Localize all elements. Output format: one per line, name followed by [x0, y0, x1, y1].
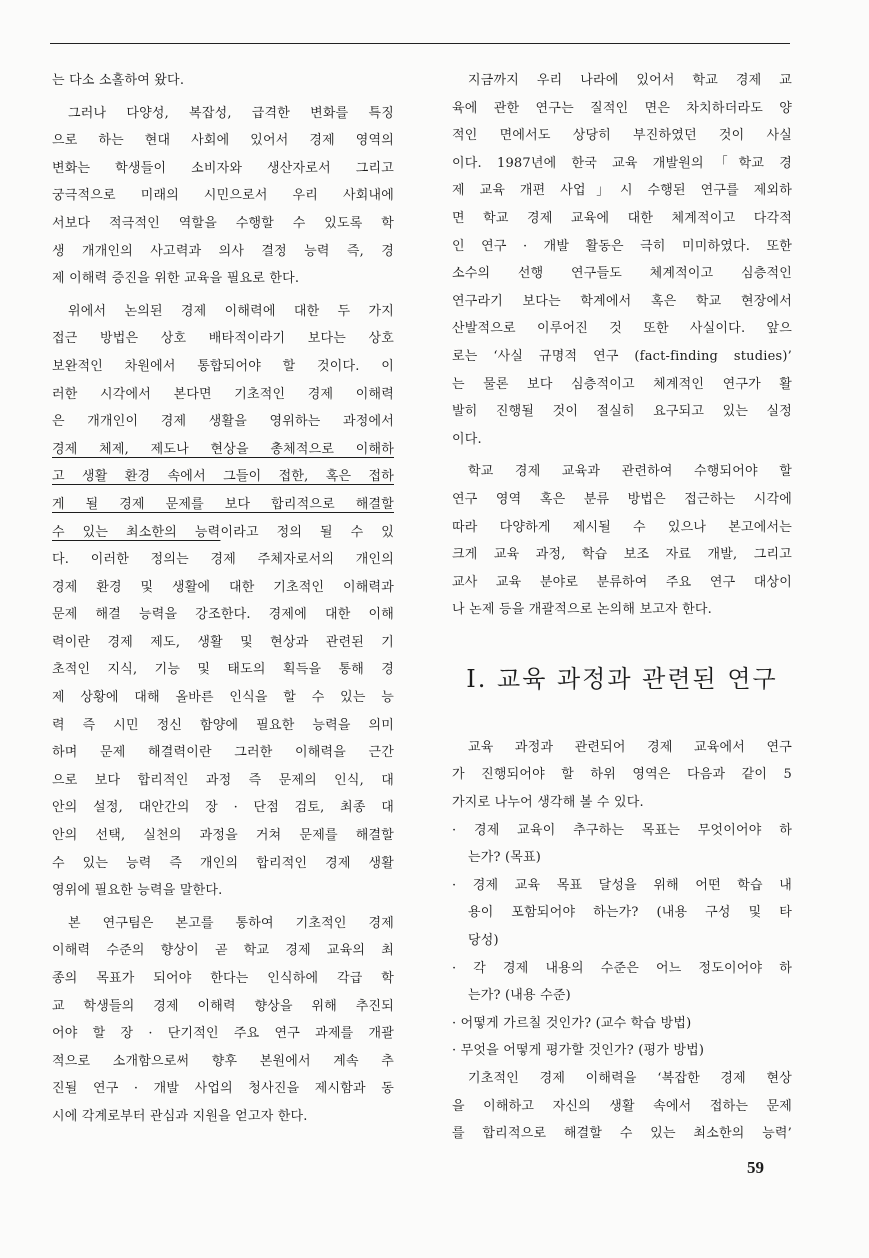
text-line: 제 이해력 증진을 위한 교육을 필요로 한다.	[52, 271, 300, 287]
text-line: 러한 시각에서 본다면 기초적인 경제 이해력	[52, 386, 394, 402]
list-item-first-line: · 각 경제 내용의 수준은 어느 정도이어야 하	[452, 960, 792, 976]
text-line: 는 다소 소홀하여 왔다.	[52, 73, 185, 88]
left-column	[52, 67, 394, 1131]
text-line: 제 상황에 대해 올바른 인식을 할 수 있는 능	[52, 690, 394, 706]
text-line: 가 진행되어야 할 하위 영역은 다음과 같이 5	[452, 767, 792, 783]
text-line: 육에 관한 연구는 질적인 면은 차치하더라도 양	[452, 100, 792, 116]
text-line: 가지로 나누어 생각해 볼 수 있다.	[452, 795, 644, 811]
text-line: 경제 체제, 제도나 현상을 총체적으로 이해하	[52, 441, 394, 457]
list-item-first-line: · 어떻게 가르칠 것인가? (교수 학습 방법)	[452, 1015, 692, 1031]
list-item-continuation: 용이 포함되어야 하는가? (내용 구성 및 타	[468, 905, 792, 921]
text-line: 으로 보다 합리적인 과정 즉 문제의 인식, 대	[52, 772, 394, 788]
text-line: 다. 이러한 정의는 경제 주체자로서의 개인의	[52, 552, 394, 568]
text-line: 적인 면에서도 상당히 부진하였던 것이 사실	[452, 128, 792, 144]
text-line: 기초적인 경제 이해력을 ‘복잡한 경제 현상	[468, 1071, 792, 1086]
text-line: 영위에 필요한 능력을 말한다.	[52, 883, 223, 899]
text-line: 초적인 지식, 기능 및 태도의 획득을 통해 경	[52, 662, 394, 678]
text-line: 이다.	[452, 431, 482, 447]
text-line: 따라 다양하게 제시될 수 있으나 본고에서는	[452, 519, 792, 535]
text-line: 하며 문제 해결력이란 그러한 이해력을 근간	[52, 745, 394, 761]
text-line: 보완적인 차원에서 통합되어야 할 것이다. 이	[52, 358, 394, 374]
text-line: 종의 목표가 되어야 한다는 인식하에 각급 학	[52, 971, 394, 986]
text-line: 문제 해결 능력을 강조한다. 경제에 대한 이해	[52, 607, 394, 623]
list-item	[452, 872, 792, 955]
text-line: 게 될 경제 문제를 보다 합리적으로 해결할	[52, 496, 394, 512]
right-column	[452, 67, 792, 1148]
right-intro-text	[452, 67, 792, 624]
text-line: 력이란 경제 제도, 생활 및 현상과 관련된 기	[52, 634, 394, 650]
text-line: 나 논제 등을 개괄적으로 논의해 보고자 한다.	[452, 602, 712, 618]
list-item	[452, 955, 792, 1010]
text-line: 위에서 논의된 경제 이해력에 대한 두 가지	[68, 303, 394, 319]
section-body-text	[452, 734, 792, 817]
text-line: 연구라기 보다는 학계에서 혹은 학교 현장에서	[452, 293, 792, 309]
list-item-continuation: 는가? (목표)	[468, 850, 542, 866]
text-line: 소수의 선행 연구들도 체계적이고 심층적인	[452, 266, 792, 282]
text-line: 력 즉 시민 정신 함양에 필요한 능력을 의미	[52, 717, 394, 733]
text-line: 크게 교육 과정, 학습 보조 자료 개발, 그리고	[452, 547, 792, 563]
text-line: 인 연구 · 개발 활동은 극히 미미하였다. 또한	[452, 238, 792, 254]
text-line: 면 학교 경제 교육에 대한 체계적이고 다각적	[452, 210, 792, 226]
text-line: 으로 하는 현대 사회에 있어서 경제 영역의	[52, 133, 394, 149]
text-line: 교 학생들의 경제 이해력 향상을 위해 추진되	[52, 998, 394, 1014]
text-line: 교육 과정과 관련되어 경제 교육에서 연구	[468, 739, 792, 755]
text-line: 를 합리적으로 해결할 수 있는 최소한의 능력’	[452, 1126, 792, 1142]
question-list	[452, 817, 792, 1065]
text-line: 적으로 소개함으로써 향후 본원에서 계속 추	[52, 1053, 394, 1069]
list-item-first-line: · 경제 교육 목표 달성을 위해 어떤 학습 내	[452, 877, 792, 893]
text-line: 는 물론 보다 심층적이고 체계적인 연구가 활	[452, 376, 792, 392]
text-line: 이해력 수준의 향상이 곧 학교 경제 교육의 최	[52, 943, 394, 959]
text-line: 이다. 1987년에 한국 교육 개발원의「학교 경	[452, 155, 792, 171]
text-line: 은 개개인이 경제 생활을 영위하는 과정에서	[52, 414, 394, 430]
text-line: 지금까지 우리 나라에 있어서 학교 경제 교	[468, 73, 792, 88]
text-line: 학교 경제 교육과 관련하여 수행되어야 할	[468, 464, 792, 480]
text-line: 수 있는 능력 즉 개인의 합리적인 경제 생활	[52, 855, 394, 871]
text-segment: 이라고 정의 될 수 있	[220, 524, 394, 540]
text-line: 경제 환경 및 생활에 대한 기초적인 이해력과	[52, 579, 394, 595]
text-line: 진될 연구 · 개발 사업의 청사진을 제시함과 동	[52, 1081, 394, 1097]
text-line: 발히 진행될 것이 절실히 요구되고 있는 실정	[452, 404, 792, 420]
text-line: 안의 선택, 실천의 과정을 거쳐 문제를 해결할	[52, 828, 394, 844]
text-line: 그러나 다양성, 복잡성, 급격한 변화를 특징	[68, 105, 394, 121]
list-item-first-line: · 경제 교육이 추구하는 목표는 무엇이어야 하	[452, 822, 792, 838]
text-line: 제 교육 개편 사업」시 수행된 연구를 제외하	[452, 183, 792, 199]
text-line: 연구 영역 혹은 분류 방법은 접근하는 시각에	[452, 491, 792, 507]
top-rule	[50, 43, 790, 44]
page-number: 59	[747, 1158, 764, 1177]
list-item-continuation: 당성)	[468, 933, 499, 949]
list-item	[452, 1037, 792, 1065]
text-line	[52, 519, 394, 547]
list-item	[452, 817, 792, 872]
text-line: 교사 교육 분야로 분류하여 주요 연구 대상이	[452, 574, 792, 590]
text-line: 서보다 적극적인 역할을 수행할 수 있도록 학	[52, 215, 394, 231]
text-line: 산발적으로 이루어진 것 또한 사실이다. 앞으	[452, 321, 792, 337]
text-line: 접근 방법은 상호 배타적이라기 보다는 상호	[52, 331, 394, 347]
text-line: 을 이해하고 자신의 생활 속에서 접하는 문제	[452, 1098, 792, 1114]
text-line: 생 개개인의 사고력과 의사 결정 능력 즉, 경	[52, 243, 394, 259]
closing-text	[452, 1065, 792, 1148]
text-line: 궁극적으로 미래의 시민으로서 우리 사회내에	[52, 188, 394, 204]
text-line: 본 연구팀은 본고를 통하여 기초적인 경제	[68, 915, 394, 931]
text-line: 시에 각계로부터 관심과 지원을 얻고자 한다.	[52, 1108, 308, 1124]
list-item-first-line: · 무엇을 어떻게 평가할 것인가? (평가 방법)	[452, 1043, 705, 1059]
underlined-text: 수 있는 최소한의 능력	[52, 524, 221, 540]
list-item-continuation: 는가? (내용 수준)	[468, 988, 571, 1004]
text-line: 로는 ‘사실 규명적 연구 (fact-finding studies)’	[452, 348, 792, 364]
section-heading: Ⅰ. 교육 과정과 관련된 연구	[466, 664, 778, 693]
text-line: 고 생활 환경 속에서 그들이 접한, 혹은 접하	[52, 469, 394, 485]
list-item	[452, 1010, 792, 1038]
text-line: 안의 설정, 대안간의 장 · 단점 검토, 최종 대	[52, 800, 394, 816]
text-line: 어야 할 장 · 단기적인 주요 연구 과제를 개괄	[52, 1026, 394, 1042]
text-line: 변화는 학생들이 소비자와 생산자로서 그리고	[52, 160, 394, 176]
